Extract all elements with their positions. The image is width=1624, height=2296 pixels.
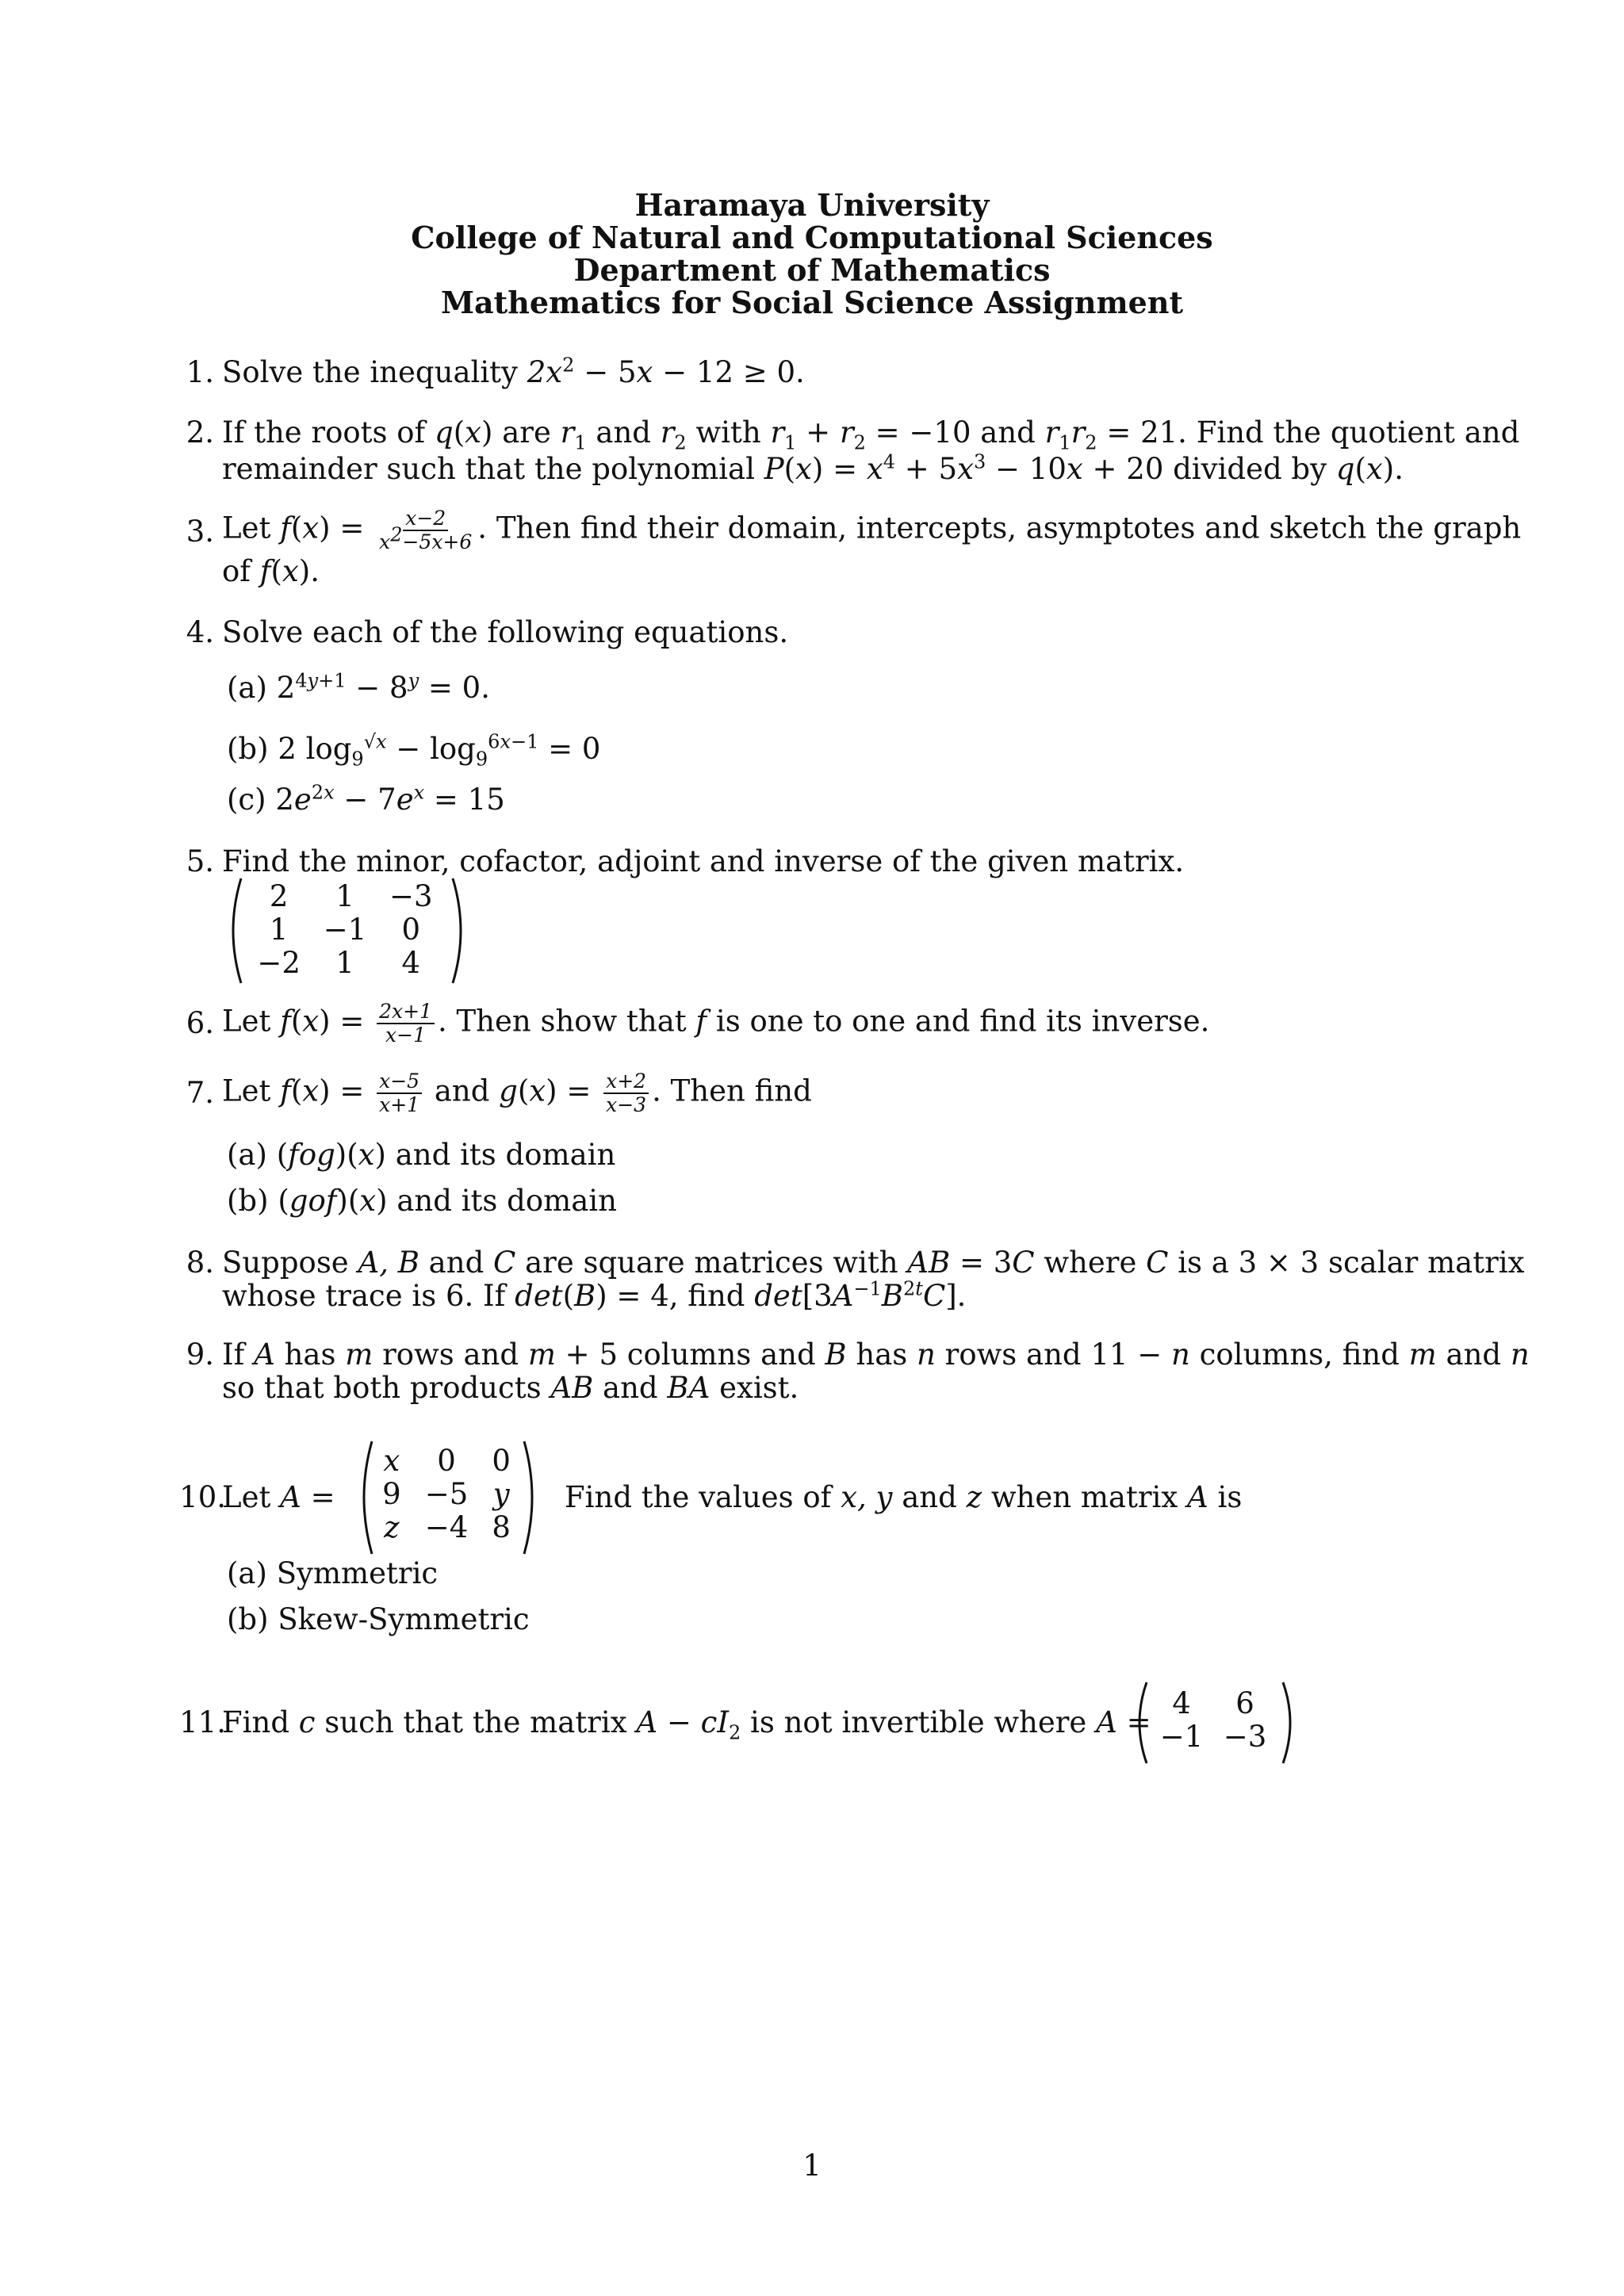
question-2-line-1: If the roots of q(x) are $r_1$ and $r_2$ with $r_1 + r_2 = -10$ and $r_1r_2 = 21$. Find the quotient and xyxy=(222,415,1520,454)
matrix-row xyxy=(1150,1720,1277,1754)
question-10-let: Let A = xyxy=(222,1480,335,1514)
question-7b: (b) (gof)(x) and its domain xyxy=(227,1184,617,1218)
question-10b: (b) Skew-Symmetric xyxy=(227,1602,530,1636)
question-4b: (b) 2 $\log_9^{√x} - \log_9^{6x-1} = 0$ xyxy=(227,730,601,771)
question-number: 1. xyxy=(186,355,214,389)
matrix-cell: 0 xyxy=(437,1444,456,1478)
question-number: 7. xyxy=(186,1076,214,1110)
question-3-line-1: Let f(x) = $\frac{x-2}{x^2-5x+6}$ . Then find their domain, intercepts, asymptotes and sketch the graph xyxy=(222,507,1522,553)
matrix-cell: 6 xyxy=(1235,1686,1254,1720)
question-number: 8. xyxy=(186,1246,214,1280)
question-number: 9. xyxy=(186,1337,214,1372)
page-number: 1 xyxy=(802,2149,822,2183)
question-6: Let f(x) = $\frac{2x+1}{x-1}$ . Then show that f is one to one and find its inverse. xyxy=(222,1000,1210,1047)
matrix-row xyxy=(375,1478,518,1511)
question-number: 3. xyxy=(186,515,214,549)
question-1: Solve the inequality $2x^2 - 5x - 12 \ge 0$. xyxy=(222,354,805,389)
matrix-cell: 1 xyxy=(269,913,289,947)
matrix-row xyxy=(246,913,444,947)
matrix-cell: 4 xyxy=(401,946,421,980)
question-4: Solve each of the following equations. xyxy=(222,615,789,649)
question-7a: (a) (fog)(x) and its domain xyxy=(227,1138,616,1172)
document-header xyxy=(0,189,1624,319)
question-3-line-2: of f(x). xyxy=(222,554,320,588)
matrix-cell: −3 xyxy=(1223,1720,1267,1754)
matrix-cell: 9 xyxy=(382,1477,401,1511)
matrix-cell: z xyxy=(384,1510,400,1544)
question-number: 6. xyxy=(186,1006,214,1040)
question-4c: (c) $2e^{2x} - 7e^x = 15$ xyxy=(227,781,505,817)
question-2-line-2: remainder such that the polynomial $P(x) = x^4 + 5x^3 - 10x + 20$ divided by q(x). xyxy=(222,450,1404,486)
matrix-q5 xyxy=(222,875,476,986)
question-8-line-1: Suppose A, B and C are square matrices with AB = 3C where C is a 3 × 3 scalar matrix xyxy=(222,1246,1525,1280)
question-11: Find c such that the matrix $A - cI_2$ is not invertible where A = xyxy=(222,1705,1151,1744)
question-9-line-2: so that both products AB and BA exist. xyxy=(222,1371,799,1405)
matrix-cell: 0 xyxy=(401,913,421,947)
question-4a: (a) $2^{4y+1} - 8^y = 0$. xyxy=(227,669,490,705)
question-7: Let f(x) = $\frac{x-5}{x+1}$ and g(x) = $\frac{x+2}{x-3}$ . Then find xyxy=(222,1070,812,1116)
question-10: Find the values of x, y and z when matrix A is xyxy=(565,1480,1243,1514)
matrix-q11 xyxy=(1128,1679,1310,1766)
matrix-cell: 1 xyxy=(335,879,354,913)
matrix-cell: 1 xyxy=(335,946,354,980)
matrix-cell: 4 xyxy=(1172,1686,1191,1720)
question-8-line-2: whose trace is 6. If det(B) = 4, find $\det[3A^{-1}B^{2t}C]$. xyxy=(222,1277,967,1313)
matrix-cell: 0 xyxy=(492,1444,511,1478)
department-name: Department of Mathematics xyxy=(573,252,1051,288)
question-number: 10. xyxy=(179,1480,226,1514)
matrix-row xyxy=(246,880,444,913)
assignment-title: Mathematics for Social Science Assignment xyxy=(440,285,1184,320)
matrix-cell: −1 xyxy=(323,913,367,947)
college-name: College of Natural and Computational Sciences xyxy=(411,220,1213,255)
matrix-cell: −3 xyxy=(389,879,433,913)
question-number: 5. xyxy=(186,844,214,878)
matrix-cell: −5 xyxy=(424,1477,469,1511)
matrix-cell: 8 xyxy=(492,1510,511,1544)
matrix-cell: −1 xyxy=(1159,1720,1204,1754)
question-9-line-1: If A has m rows and m + 5 columns and B has n rows and 11 − n columns, find m and n xyxy=(222,1337,1530,1372)
matrix-cell: −4 xyxy=(424,1510,469,1544)
matrix-cell: x xyxy=(383,1444,400,1478)
university-name: Haramaya University xyxy=(634,187,990,223)
matrix-cell: 2 xyxy=(269,879,289,913)
matrix-row xyxy=(1150,1687,1277,1720)
matrix-cell: y xyxy=(492,1477,510,1511)
question-number: 2. xyxy=(186,415,214,450)
question-number: 11. xyxy=(179,1705,226,1739)
matrix-row xyxy=(375,1445,518,1478)
question-5: Find the minor, cofactor, adjoint and inverse of the given matrix. xyxy=(222,844,1185,878)
matrix-cell: −2 xyxy=(257,946,301,980)
matrix-row xyxy=(246,947,444,980)
question-10a: (a) Symmetric xyxy=(227,1556,439,1590)
question-number: 4. xyxy=(186,615,214,649)
matrix-row xyxy=(375,1511,518,1544)
matrix-q10 xyxy=(353,1438,551,1557)
